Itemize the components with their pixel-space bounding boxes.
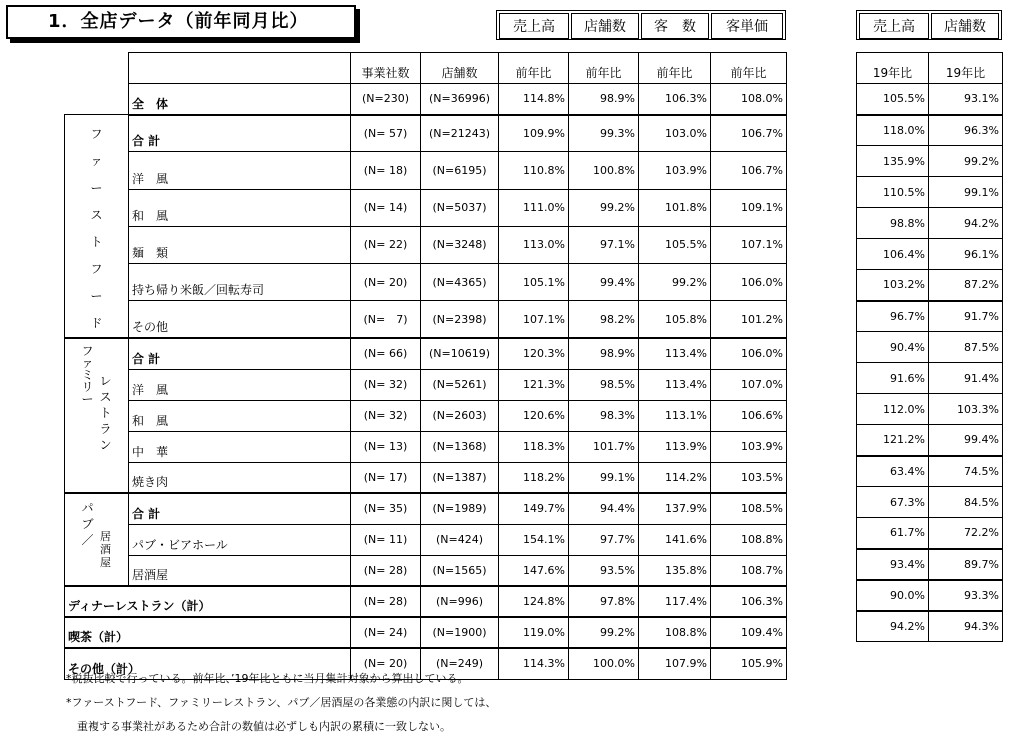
vs19-value: 99.4% xyxy=(929,425,1003,456)
category-label xyxy=(65,494,128,586)
company-count: (N= 28) xyxy=(351,586,421,617)
yoy-value: 105.9% xyxy=(711,648,787,679)
yoy-value: 97.7% xyxy=(569,524,639,555)
yoy-value: 99.4% xyxy=(569,264,639,301)
company-count: (N= 32) xyxy=(351,400,421,431)
row-label: 和 風 xyxy=(129,400,351,431)
vs19-value: 121.2% xyxy=(857,425,929,456)
yoy-value: 108.7% xyxy=(711,555,787,586)
company-count: (N= 32) xyxy=(351,369,421,400)
vs19-value: 91.4% xyxy=(929,363,1003,394)
company-count: (N= 20) xyxy=(351,264,421,301)
yoy-value: 117.4% xyxy=(639,586,711,617)
category-ff xyxy=(65,115,129,339)
note-3: 重複する事業社があるため合計の数値は必ずしも内訳の累積に一致しない。 xyxy=(66,720,451,733)
row-label: ディナーレストラン（計） xyxy=(65,586,351,617)
main-data-table xyxy=(64,52,787,680)
row-label: 全 体 xyxy=(129,84,351,115)
yoy-value: 105.1% xyxy=(499,264,569,301)
note-1: *税抜比較で行っている。前年比、’19年比ともに当月集計対象から算出している。 xyxy=(66,672,469,685)
company-count: (N= 22) xyxy=(351,226,421,263)
company-count: (N= 20) xyxy=(351,648,421,679)
header-box-group-1 xyxy=(496,10,786,40)
company-count: (N= 35) xyxy=(351,493,421,524)
yoy-value: 101.8% xyxy=(639,189,711,226)
yoy-value: 105.5% xyxy=(639,226,711,263)
yoy-value: 110.8% xyxy=(499,152,569,189)
vs19-value: 99.2% xyxy=(929,146,1003,177)
yoy-value: 108.8% xyxy=(711,524,787,555)
yoy-value: 93.5% xyxy=(569,555,639,586)
table-row xyxy=(65,524,787,555)
yoy-value: 108.0% xyxy=(711,84,787,115)
header-box-sales-19: 売上高 xyxy=(859,13,929,39)
yoy-value: 101.2% xyxy=(711,301,787,338)
vs19-value: 96.7% xyxy=(857,301,929,332)
vs19-value: 91.7% xyxy=(929,301,1003,332)
vs19-value: 96.3% xyxy=(929,115,1003,146)
table-row xyxy=(857,580,1003,611)
vs19-value: 74.5% xyxy=(929,456,1003,487)
yoy-value: 98.5% xyxy=(569,369,639,400)
vs19-value: 87.2% xyxy=(929,270,1003,301)
yoy-value: 109.1% xyxy=(711,189,787,226)
yoy-value: 107.1% xyxy=(711,226,787,263)
yoy-value: 124.8% xyxy=(499,586,569,617)
header-row xyxy=(857,53,1003,84)
yoy-value: 137.9% xyxy=(639,493,711,524)
table-row xyxy=(65,555,787,586)
category-text: ファミリー xyxy=(81,344,94,406)
table-row xyxy=(857,115,1003,146)
yoy-value: 100.0% xyxy=(569,648,639,679)
store-count: (N=1565) xyxy=(421,555,499,586)
table-row xyxy=(857,394,1003,425)
vs19-value: 110.5% xyxy=(857,177,929,208)
yoy-value: 106.7% xyxy=(711,152,787,189)
vs19-value: 89.7% xyxy=(929,549,1003,580)
store-count: (N=1900) xyxy=(421,617,499,648)
header-blank-cell xyxy=(129,53,351,84)
vs19-value: 98.8% xyxy=(857,208,929,239)
yoy-value: 113.9% xyxy=(639,431,711,462)
yoy-value: 135.8% xyxy=(639,555,711,586)
row-label: 喫茶（計） xyxy=(65,617,351,648)
vs19-value: 105.5% xyxy=(857,84,929,115)
table-row xyxy=(65,84,787,115)
company-count: (N= 28) xyxy=(351,555,421,586)
yoy-value: 103.5% xyxy=(711,462,787,493)
store-count: (N=36996) xyxy=(421,84,499,115)
yoy-value: 107.9% xyxy=(639,648,711,679)
vs19-value: 94.3% xyxy=(929,611,1003,642)
vs19-value: 103.2% xyxy=(857,270,929,301)
vs19-value: 93.4% xyxy=(857,549,929,580)
row-label: 中 華 xyxy=(129,431,351,462)
table-row xyxy=(65,431,787,462)
table-row xyxy=(857,332,1003,363)
yoy-value: 100.8% xyxy=(569,152,639,189)
header-box-stores-19: 店舗数 xyxy=(931,13,999,39)
header-row xyxy=(65,53,787,84)
company-count: (N= 57) xyxy=(351,115,421,152)
table-row xyxy=(65,462,787,493)
vs19-value: 118.0% xyxy=(857,115,929,146)
yoy-value: 154.1% xyxy=(499,524,569,555)
yoy-value: 98.9% xyxy=(569,338,639,369)
row-label: 居酒屋 xyxy=(129,555,351,586)
table-row xyxy=(65,115,787,152)
yoy-value: 121.3% xyxy=(499,369,569,400)
table-row xyxy=(65,586,787,617)
store-count: (N=1989) xyxy=(421,493,499,524)
yoy-value: 106.0% xyxy=(711,338,787,369)
company-count: (N= 11) xyxy=(351,524,421,555)
category-text: パブ／ xyxy=(81,501,94,547)
store-count: (N=2398) xyxy=(421,301,499,338)
table-row xyxy=(65,400,787,431)
row-label: 洋 風 xyxy=(129,369,351,400)
header-box-stores: 店舗数 xyxy=(571,13,639,39)
yoy-value: 118.3% xyxy=(499,431,569,462)
yoy-value: 103.9% xyxy=(711,431,787,462)
yoy-value: 113.4% xyxy=(639,369,711,400)
yoy-value: 113.1% xyxy=(639,400,711,431)
yoy-value: 147.6% xyxy=(499,555,569,586)
yoy-value: 106.6% xyxy=(711,400,787,431)
vs19-value: 94.2% xyxy=(929,208,1003,239)
table-row xyxy=(857,487,1003,518)
yoy-value: 118.2% xyxy=(499,462,569,493)
store-count: (N=10619) xyxy=(421,338,499,369)
yoy-value: 94.4% xyxy=(569,493,639,524)
yoy-value: 105.8% xyxy=(639,301,711,338)
row-label: 和 風 xyxy=(129,189,351,226)
column-header: 前年比 xyxy=(499,53,569,84)
category-label xyxy=(65,115,128,338)
table-row xyxy=(857,363,1003,394)
yoy-value: 99.2% xyxy=(639,264,711,301)
vs19-value: 112.0% xyxy=(857,394,929,425)
column-header: 前年比 xyxy=(711,53,787,84)
row-label: 洋 風 xyxy=(129,152,351,189)
blank-cell xyxy=(65,53,129,84)
store-count: (N=1368) xyxy=(421,431,499,462)
company-count: (N= 7) xyxy=(351,301,421,338)
store-count: (N=6195) xyxy=(421,152,499,189)
store-count: (N=2603) xyxy=(421,400,499,431)
vs19-value: 61.7% xyxy=(857,518,929,549)
vs19-value: 96.1% xyxy=(929,239,1003,270)
table-row xyxy=(857,301,1003,332)
store-count: (N=3248) xyxy=(421,226,499,263)
blank-cell xyxy=(65,84,129,115)
company-count: (N= 17) xyxy=(351,462,421,493)
yoy-value: 119.0% xyxy=(499,617,569,648)
yoy-value: 101.7% xyxy=(569,431,639,462)
vs19-value: 90.4% xyxy=(857,332,929,363)
yoy-value: 98.3% xyxy=(569,400,639,431)
yoy-value: 103.0% xyxy=(639,115,711,152)
yoy-value: 120.6% xyxy=(499,400,569,431)
column-header: 19年比 xyxy=(857,53,929,84)
table-row xyxy=(857,425,1003,456)
table-row xyxy=(65,152,787,189)
category-fr xyxy=(65,338,129,493)
column-header: 前年比 xyxy=(639,53,711,84)
header-box-customers: 客 数 xyxy=(641,13,709,39)
vs19-value: 91.6% xyxy=(857,363,929,394)
header-box-sales: 売上高 xyxy=(499,13,569,39)
yoy-value: 113.0% xyxy=(499,226,569,263)
table-row xyxy=(65,338,787,369)
header-box-group-2 xyxy=(856,10,1002,40)
table-row xyxy=(857,208,1003,239)
table-row xyxy=(65,617,787,648)
yoy-value: 108.8% xyxy=(639,617,711,648)
yoy-value: 103.9% xyxy=(639,152,711,189)
store-count: (N=5037) xyxy=(421,189,499,226)
vs19-value: 63.4% xyxy=(857,456,929,487)
row-label: パブ・ビアホール xyxy=(129,524,351,555)
table-row xyxy=(65,369,787,400)
yoy-value: 99.3% xyxy=(569,115,639,152)
yoy-value: 99.1% xyxy=(569,462,639,493)
vs19-value: 87.5% xyxy=(929,332,1003,363)
yoy-value: 99.2% xyxy=(569,617,639,648)
row-label: 合 計 xyxy=(129,493,351,524)
column-header: 事業社数 xyxy=(351,53,421,84)
yoy-value: 120.3% xyxy=(499,338,569,369)
company-count: (N= 24) xyxy=(351,617,421,648)
company-count: (N= 14) xyxy=(351,189,421,226)
table-row xyxy=(65,189,787,226)
yoy-value: 106.0% xyxy=(711,264,787,301)
yoy-value: 98.9% xyxy=(569,84,639,115)
category-text: ファーストフード xyxy=(90,127,103,330)
yoy-value: 107.1% xyxy=(499,301,569,338)
yoy-value: 149.7% xyxy=(499,493,569,524)
category-label xyxy=(65,339,128,493)
note-2: *ファーストフード、ファミリーレストラン、パブ／居酒屋の各業態の内訳に関しては、 xyxy=(66,696,497,709)
row-label: 麺 類 xyxy=(129,226,351,263)
table-row xyxy=(857,549,1003,580)
vs19-value: 93.3% xyxy=(929,580,1003,611)
company-count: (N= 66) xyxy=(351,338,421,369)
vs19-value: 103.3% xyxy=(929,394,1003,425)
comparison-19-table xyxy=(856,52,1003,642)
store-count: (N=1387) xyxy=(421,462,499,493)
table-row xyxy=(857,518,1003,549)
yoy-value: 108.5% xyxy=(711,493,787,524)
row-label: その他（計） xyxy=(65,648,351,679)
table-row xyxy=(857,239,1003,270)
category-pb xyxy=(65,493,129,586)
vs19-value: 106.4% xyxy=(857,239,929,270)
row-label: 焼き肉 xyxy=(129,462,351,493)
yoy-value: 109.9% xyxy=(499,115,569,152)
vs19-value: 99.1% xyxy=(929,177,1003,208)
column-header: 19年比 xyxy=(929,53,1003,84)
yoy-value: 107.0% xyxy=(711,369,787,400)
table-row xyxy=(857,84,1003,115)
yoy-value: 114.8% xyxy=(499,84,569,115)
column-header: 店舗数 xyxy=(421,53,499,84)
store-count: (N=5261) xyxy=(421,369,499,400)
yoy-value: 97.8% xyxy=(569,586,639,617)
store-count: (N=424) xyxy=(421,524,499,555)
yoy-value: 111.0% xyxy=(499,189,569,226)
row-label: 合 計 xyxy=(129,115,351,152)
table-row xyxy=(857,270,1003,301)
vs19-value: 84.5% xyxy=(929,487,1003,518)
table-row xyxy=(857,146,1003,177)
vs19-value: 135.9% xyxy=(857,146,929,177)
store-count: (N=21243) xyxy=(421,115,499,152)
company-count: (N=230) xyxy=(351,84,421,115)
store-count: (N=996) xyxy=(421,586,499,617)
table-row xyxy=(65,493,787,524)
yoy-value: 97.1% xyxy=(569,226,639,263)
category-text: レストラン xyxy=(99,374,112,452)
table-row xyxy=(857,611,1003,642)
row-label: 持ち帰り米飯／回転寿司 xyxy=(129,264,351,301)
table-row xyxy=(65,226,787,263)
yoy-value: 114.2% xyxy=(639,462,711,493)
yoy-value: 114.3% xyxy=(499,648,569,679)
vs19-value: 93.1% xyxy=(929,84,1003,115)
row-label: 合 計 xyxy=(129,338,351,369)
table-row xyxy=(857,177,1003,208)
page-title: 1．全店データ（前年同月比） xyxy=(6,5,356,39)
table-row xyxy=(65,264,787,301)
company-count: (N= 13) xyxy=(351,431,421,462)
yoy-value: 106.3% xyxy=(639,84,711,115)
yoy-value: 99.2% xyxy=(569,189,639,226)
header-box-unit-price: 客単価 xyxy=(711,13,783,39)
company-count: (N= 18) xyxy=(351,152,421,189)
vs19-value: 67.3% xyxy=(857,487,929,518)
store-count: (N=249) xyxy=(421,648,499,679)
row-label: その他 xyxy=(129,301,351,338)
category-text: 居酒屋 xyxy=(100,530,111,569)
yoy-value: 109.4% xyxy=(711,617,787,648)
column-header: 前年比 xyxy=(569,53,639,84)
yoy-value: 98.2% xyxy=(569,301,639,338)
vs19-value: 90.0% xyxy=(857,580,929,611)
table-row xyxy=(65,301,787,338)
yoy-value: 106.3% xyxy=(711,586,787,617)
yoy-value: 141.6% xyxy=(639,524,711,555)
vs19-value: 72.2% xyxy=(929,518,1003,549)
yoy-value: 106.7% xyxy=(711,115,787,152)
yoy-value: 113.4% xyxy=(639,338,711,369)
table-row xyxy=(857,456,1003,487)
vs19-value: 94.2% xyxy=(857,611,929,642)
store-count: (N=4365) xyxy=(421,264,499,301)
